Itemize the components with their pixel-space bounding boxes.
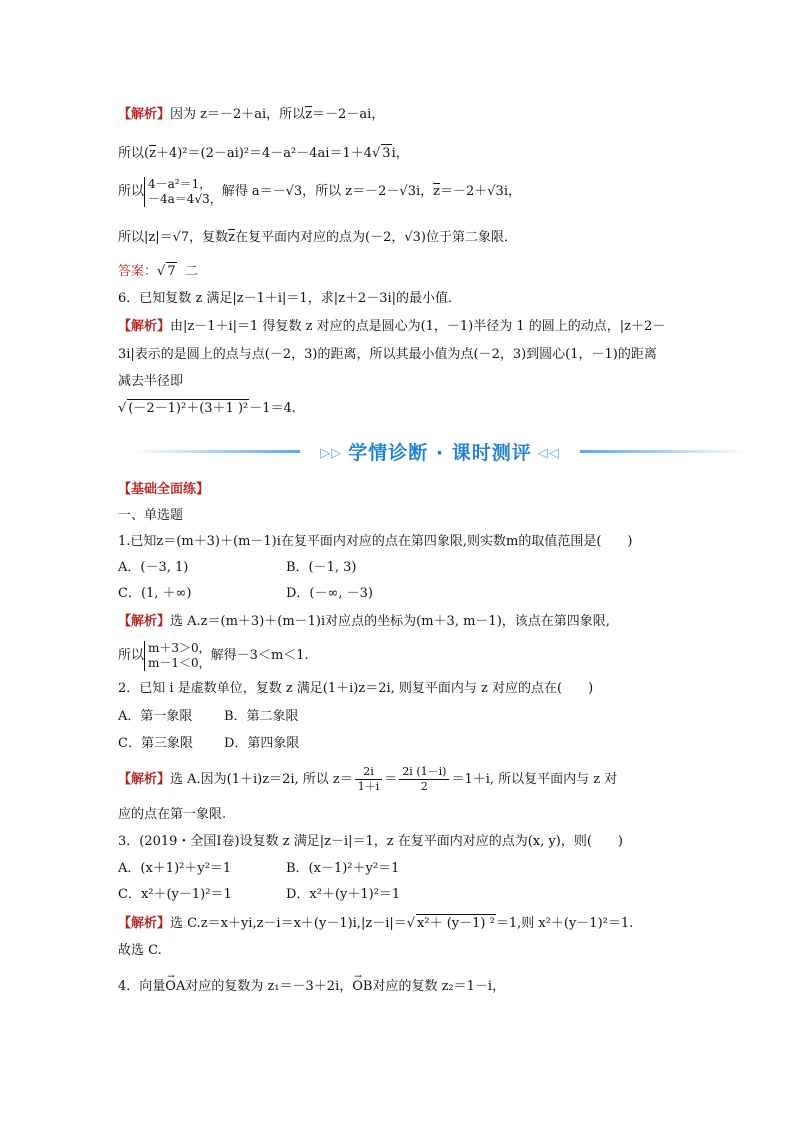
q1-option-b: B．(－1, 3) <box>286 560 357 575</box>
q1-options-row-1 <box>118 559 357 577</box>
q3-option-d: D．x²＋(y＋1)²＝1 <box>286 887 401 902</box>
q4-stem: 4．向量→ OA对应的复数为 z₁＝－3＋2i，→ OB对应的复数 z₂＝1－i， <box>118 978 505 996</box>
answer-line: 答案：√ 7 二 <box>118 264 198 279</box>
q6-analysis-1: 【解析】由|z－1＋i|＝1 得复数 z 对应的点是圆心为(1，－1)半径为 1 的圆上的动点，|z＋2－ <box>118 319 666 334</box>
q6-stem: 6．已知复数 z 满足|z－1＋i|＝1，求|z＋2－3i|的最小值． <box>118 291 462 306</box>
q2-option-b: B．第二象限 <box>224 709 299 724</box>
q6-analysis-2: 3i|表示的是圆上的点与点(－2，3)的距离，所以其最小值为点(－2，3)到圆心(1，－1)的距离 <box>118 347 657 362</box>
q3-options-row-1 <box>118 860 399 878</box>
q3-option-b: B．(x－1)²＋y²＝1 <box>286 861 400 876</box>
q2-option-c: C．第三象限 <box>118 736 193 751</box>
q1-option-c: C．(1, ＋∞) <box>118 586 192 601</box>
fraction: $\frac{2i}{1+i}$ <box>355 765 383 794</box>
analysis-line-1: 【解析】因为 z＝－2＋ai，所以$\overline{z}=-2-ai$， <box>118 107 385 122</box>
q2-options-row-1 <box>118 708 299 726</box>
analysis-tag: 【解析】 <box>118 772 171 787</box>
q2-stem: 2．已知 i 是虚数单位，复数 z 满足(1＋i)z＝2i, 则复平面内与 z 对应的点在( ) <box>118 681 594 696</box>
analysis-line-3: 所以4－a²＝1， －4a＝4√3，解得 a＝－√3，所以 z＝－2－√3i，$\overline{z}=-2+√3i$， <box>118 176 521 206</box>
q3-analysis-2: 故选 C. <box>118 943 162 958</box>
analysis-line-4: 所以|z|＝√7，复数$\overline{z}$在复平面内对应的点为(－2，√3)位于第二象限． <box>118 230 518 245</box>
double-arrow-left-icon: ◁◁ <box>537 446 560 461</box>
q2-analysis-2: 应的点在第一象限. <box>118 807 227 822</box>
q3-analysis-1: 【解析】选 C.z＝x＋yi,z－i＝x＋(y－1)i,|z－i|＝√ x²＋ (y－1) ²＝1,则 x²＋(y－1)²＝1. <box>118 916 634 931</box>
section-single-choice: 一、单选题 <box>118 508 184 523</box>
analysis-tag: 【解析】 <box>118 319 171 334</box>
q2-analysis-1: 【解析】选 A.因为(1＋i)z＝2i, 所以 z＝ $\frac{2i}{1+i}$ ＝ $\frac{2i (1-i)}{2}$ ＝1＋i, 所以复平面内与 z 对 <box>118 765 618 793</box>
double-arrow-right-icon: ▷▷ <box>320 446 343 461</box>
analysis-tag: 【解析】 <box>118 107 171 122</box>
analysis-tag: 【解析】 <box>118 916 171 931</box>
q1-option-d: D．(－∞, －3) <box>286 586 373 601</box>
analysis-line-2: 所以$(\overline{z}+4)^2=(2-ai)^2=4-a^2-4ai=1+4√$ 3i， <box>118 146 409 161</box>
vector-ob: → OB <box>352 978 372 996</box>
q2-options-row-2 <box>118 735 299 753</box>
q1-analysis-1: 【解析】选 A.z＝(m＋3)＋(m－1)i对应点的坐标为(m＋3, m－1)，该点在第四象限, <box>118 614 610 629</box>
q6-analysis-3: 减去半径即 <box>118 374 184 389</box>
q3-option-a: A．(x＋1)²＋y²＝1 <box>118 861 232 876</box>
q1-options-row-2 <box>118 585 373 603</box>
q6-analysis-4: √ (－2－1)²＋(3＋1 )²－1＝4. <box>118 401 296 416</box>
q2-option-a: A．第一象限 <box>118 709 193 724</box>
q3-options-row-2 <box>118 886 400 904</box>
q3-stem: 3．(2019・全国Ⅰ卷)设复数 z 满足|z－i|＝1，z 在复平面内对应的点为(x, y)，则( ) <box>118 834 623 849</box>
q1-option-a: A．(－3, 1) <box>118 560 189 575</box>
q3-option-c: C．x²＋(y－1)²＝1 <box>118 887 232 902</box>
banner-title: 学情诊断 · 课时测评 <box>348 442 532 464</box>
q1-analysis-2: 所以m＋3＞0， m－1＜0，解得－3＜m＜1. <box>118 640 309 670</box>
section-banner <box>130 436 750 466</box>
q1-stem: 1.已知z＝(m＋3)＋(m－1)i在复平面内对应的点在第四象限,则实数m的取值范围是( ) <box>118 534 633 549</box>
inequality-system: m＋3＞0， m－1＜0， <box>144 641 211 671</box>
basic-practice-heading: 【基础全面练】 <box>118 482 210 497</box>
analysis-tag: 【解析】 <box>118 614 171 629</box>
fraction: $\frac{2i (1-i)}{2}$ <box>399 765 449 794</box>
q2-option-d: D．第四象限 <box>224 736 300 751</box>
equation-system: 4－a²＝1， －4a＝4√3， <box>144 177 222 207</box>
vector-oa: → OA <box>165 978 185 996</box>
